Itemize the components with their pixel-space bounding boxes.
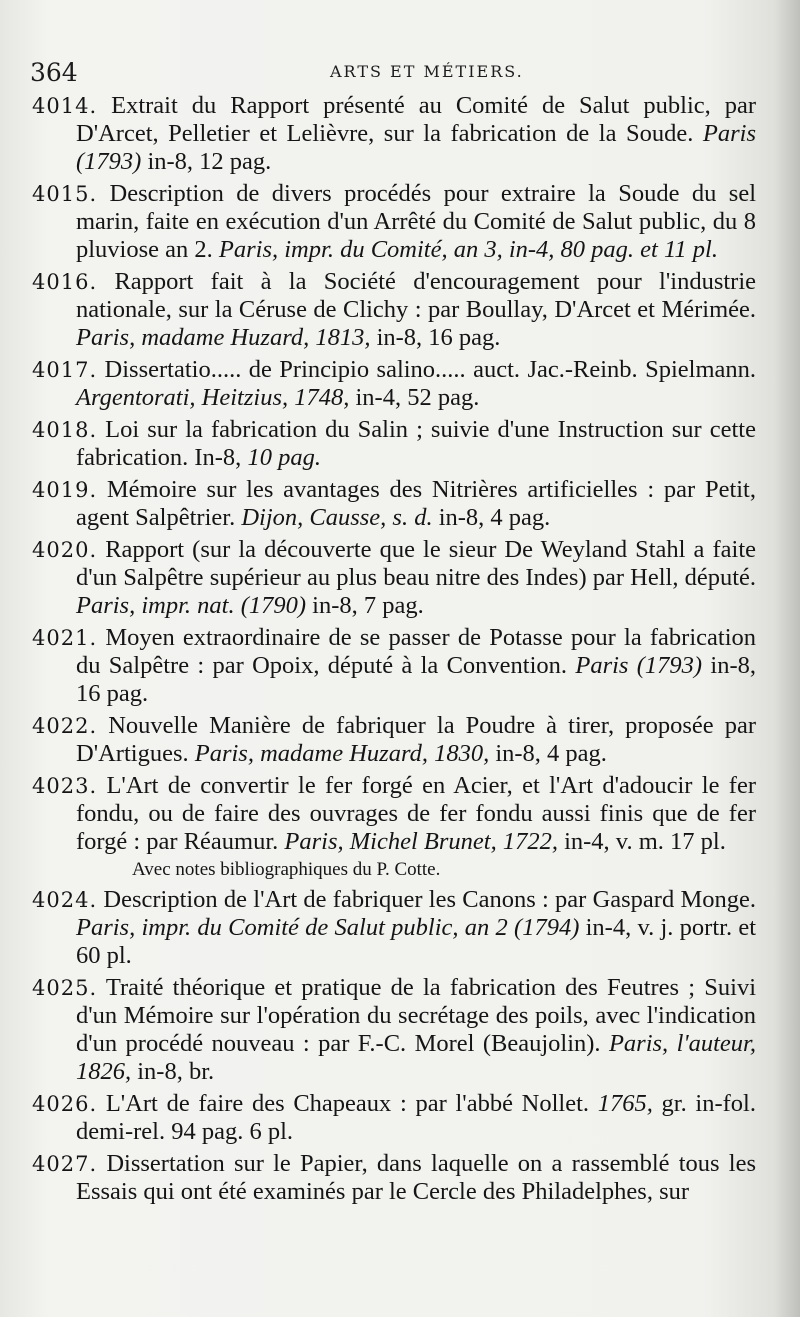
entry-collation: in-8, br.	[137, 1058, 215, 1085]
entry-4025	[32, 974, 756, 1086]
entry-imprint: Argentorati, Heitzius, 1748,	[76, 384, 350, 411]
entry-4016	[32, 268, 756, 352]
entry-number: 4017.	[32, 358, 98, 382]
entry-collation: in-4, v. m. 17 pl.	[564, 828, 726, 855]
entry-collation: in-8, 12 pag.	[147, 148, 272, 175]
entry-number: 4016.	[32, 270, 98, 294]
running-head: ARTS ET MÉTIERS.	[330, 62, 524, 81]
entry-4020	[32, 536, 756, 620]
entry-text: Moyen extraordinaire de se passer de Potasse pour la fabrication du Salpêtre : par Opoix, député à la Convention.	[76, 624, 757, 679]
entry-imprint: 10 pag.	[247, 444, 321, 471]
page-header	[30, 58, 750, 88]
entry-number: 4024.	[32, 888, 98, 912]
entry-4024	[32, 886, 756, 970]
entry-imprint: Paris, impr. nat. (1790)	[76, 592, 307, 619]
entry-text: Description de l'Art de fabriquer les Canons : par Gaspard Monge.	[103, 886, 756, 913]
entry-text: L'Art de convertir le fer forgé en Acier, et l'Art d'adoucir le fer fondu, ou de faire des ouvrages de fer fondu aussi finis que de fer forgé : par Réaumur.	[76, 772, 756, 855]
entry-text: L'Art de faire des Chapeaux : par l'abbé Nollet.	[105, 1090, 590, 1117]
entry-imprint: Paris, impr. du Comité, an 3, in-4, 80 pag. et 11 pl.	[218, 236, 718, 263]
entry-text: Rapport fait à la Société d'encouragement pour l'industrie nationale, sur la Céruse de Clichy : par Boullay, D'Arcet et Mérimée.	[76, 268, 757, 323]
entry-imprint: Paris, impr. du Comité de Salut public, an 2 (1794)	[76, 914, 580, 941]
entry-number: 4022.	[32, 714, 98, 738]
entry-text: Mémoire sur les avantages des Nitrières artificielles : par Petit, agent Salpêtrier.	[76, 476, 756, 531]
entry-4022	[32, 712, 756, 768]
entry-number: 4023.	[32, 774, 98, 798]
entry-number: 4025.	[32, 976, 98, 1000]
entry-collation: in-8, 16 pag.	[376, 324, 501, 351]
entry-text: Traité théorique et pratique de la fabrication des Feutres ; Suivi d'un Mémoire sur l'opération du secrétage des poils, avec l'indication d'un procédé nouveau : par F.-C. Morel (Beaujolin).	[76, 974, 756, 1057]
entry-4026	[32, 1090, 756, 1146]
entry-collation: in-8, 7 pag.	[312, 592, 424, 619]
bibliography-list	[32, 92, 756, 1210]
entry-text: Dissertatio..... de Principio salino..... auct. Jac.-Reinb. Spielmann.	[104, 356, 757, 383]
entry-imprint: Paris, Michel Brunet, 1722,	[284, 828, 558, 855]
entry-number: 4015.	[32, 182, 98, 206]
entry-collation: in-4, 52 pag.	[355, 384, 480, 411]
entry-number: 4020.	[32, 538, 98, 562]
entry-imprint: Paris (1793)	[575, 652, 703, 679]
entry-collation: gr. in-fol. demi-rel. 94 pag. 6 pl.	[76, 1090, 756, 1145]
entry-collation: in-4, v. j. portr. et 60 pl.	[76, 914, 756, 969]
entry-number: 4027.	[32, 1152, 98, 1176]
entry-imprint: Dijon, Causse, s. d.	[241, 504, 433, 531]
entry-4019	[32, 476, 756, 532]
entry-4017	[32, 356, 756, 412]
entry-imprint: Paris (1793)	[76, 120, 756, 175]
entry-4021	[32, 624, 756, 708]
entry-number: 4026.	[32, 1092, 98, 1116]
page-number: 364	[30, 58, 78, 87]
entry-imprint: Paris, l'auteur, 1826,	[76, 1030, 757, 1085]
entry-imprint: Paris, madame Huzard, 1830,	[194, 740, 490, 767]
entry-collation: in-8, 4 pag.	[495, 740, 607, 767]
entry-number: 4014.	[32, 94, 98, 118]
page-edge-shadow	[774, 0, 800, 1317]
entry-text: Loi sur la fabrication du Salin ; suivie d'une Instruction sur cette fabrication. In-8,	[76, 416, 756, 471]
entry-text: Nouvelle Manière de fabriquer la Poudre à tirer, proposée par D'Artigues.	[76, 712, 756, 767]
entry-text: Description de divers procédés pour extraire la Soude du sel marin, faite en exécution d'un Arrêté du Comité de Salut public, du 8 pluviose an 2.	[76, 180, 757, 263]
entry-4023	[32, 772, 756, 856]
entry-number: 4021.	[32, 626, 98, 650]
entry-collation: in-8, 16 pag.	[76, 652, 756, 707]
entry-imprint: Paris, madame Huzard, 1813,	[76, 324, 371, 351]
entry-imprint: 1765,	[597, 1090, 653, 1117]
entry-4023-note: Avec notes bibliographiques du P. Cotte.	[132, 859, 441, 880]
entry-4018	[32, 416, 756, 472]
entry-4015	[32, 180, 756, 264]
entry-number: 4018.	[32, 418, 98, 442]
entry-collation: in-8, 4 pag.	[438, 504, 551, 531]
entry-4014	[32, 92, 756, 176]
entry-text: Extrait du Rapport présenté au Comité de Salut public, par D'Arcet, Pelletier et Lelièvre, sur la fabrication de la Soude.	[76, 92, 757, 147]
entry-text: Rapport (sur la découverte que le sieur De Weyland Stahl a faite d'un Salpêtre supérieur au plus beau nitre des Indes) par Hell, député.	[76, 536, 756, 591]
entry-text: Dissertation sur le Papier, dans laquelle on a rassemblé tous les Essais qui ont été examinés par le Cercle des Philadelphes, sur	[76, 1150, 757, 1205]
entry-4027	[32, 1150, 756, 1206]
entry-number: 4019.	[32, 478, 98, 502]
